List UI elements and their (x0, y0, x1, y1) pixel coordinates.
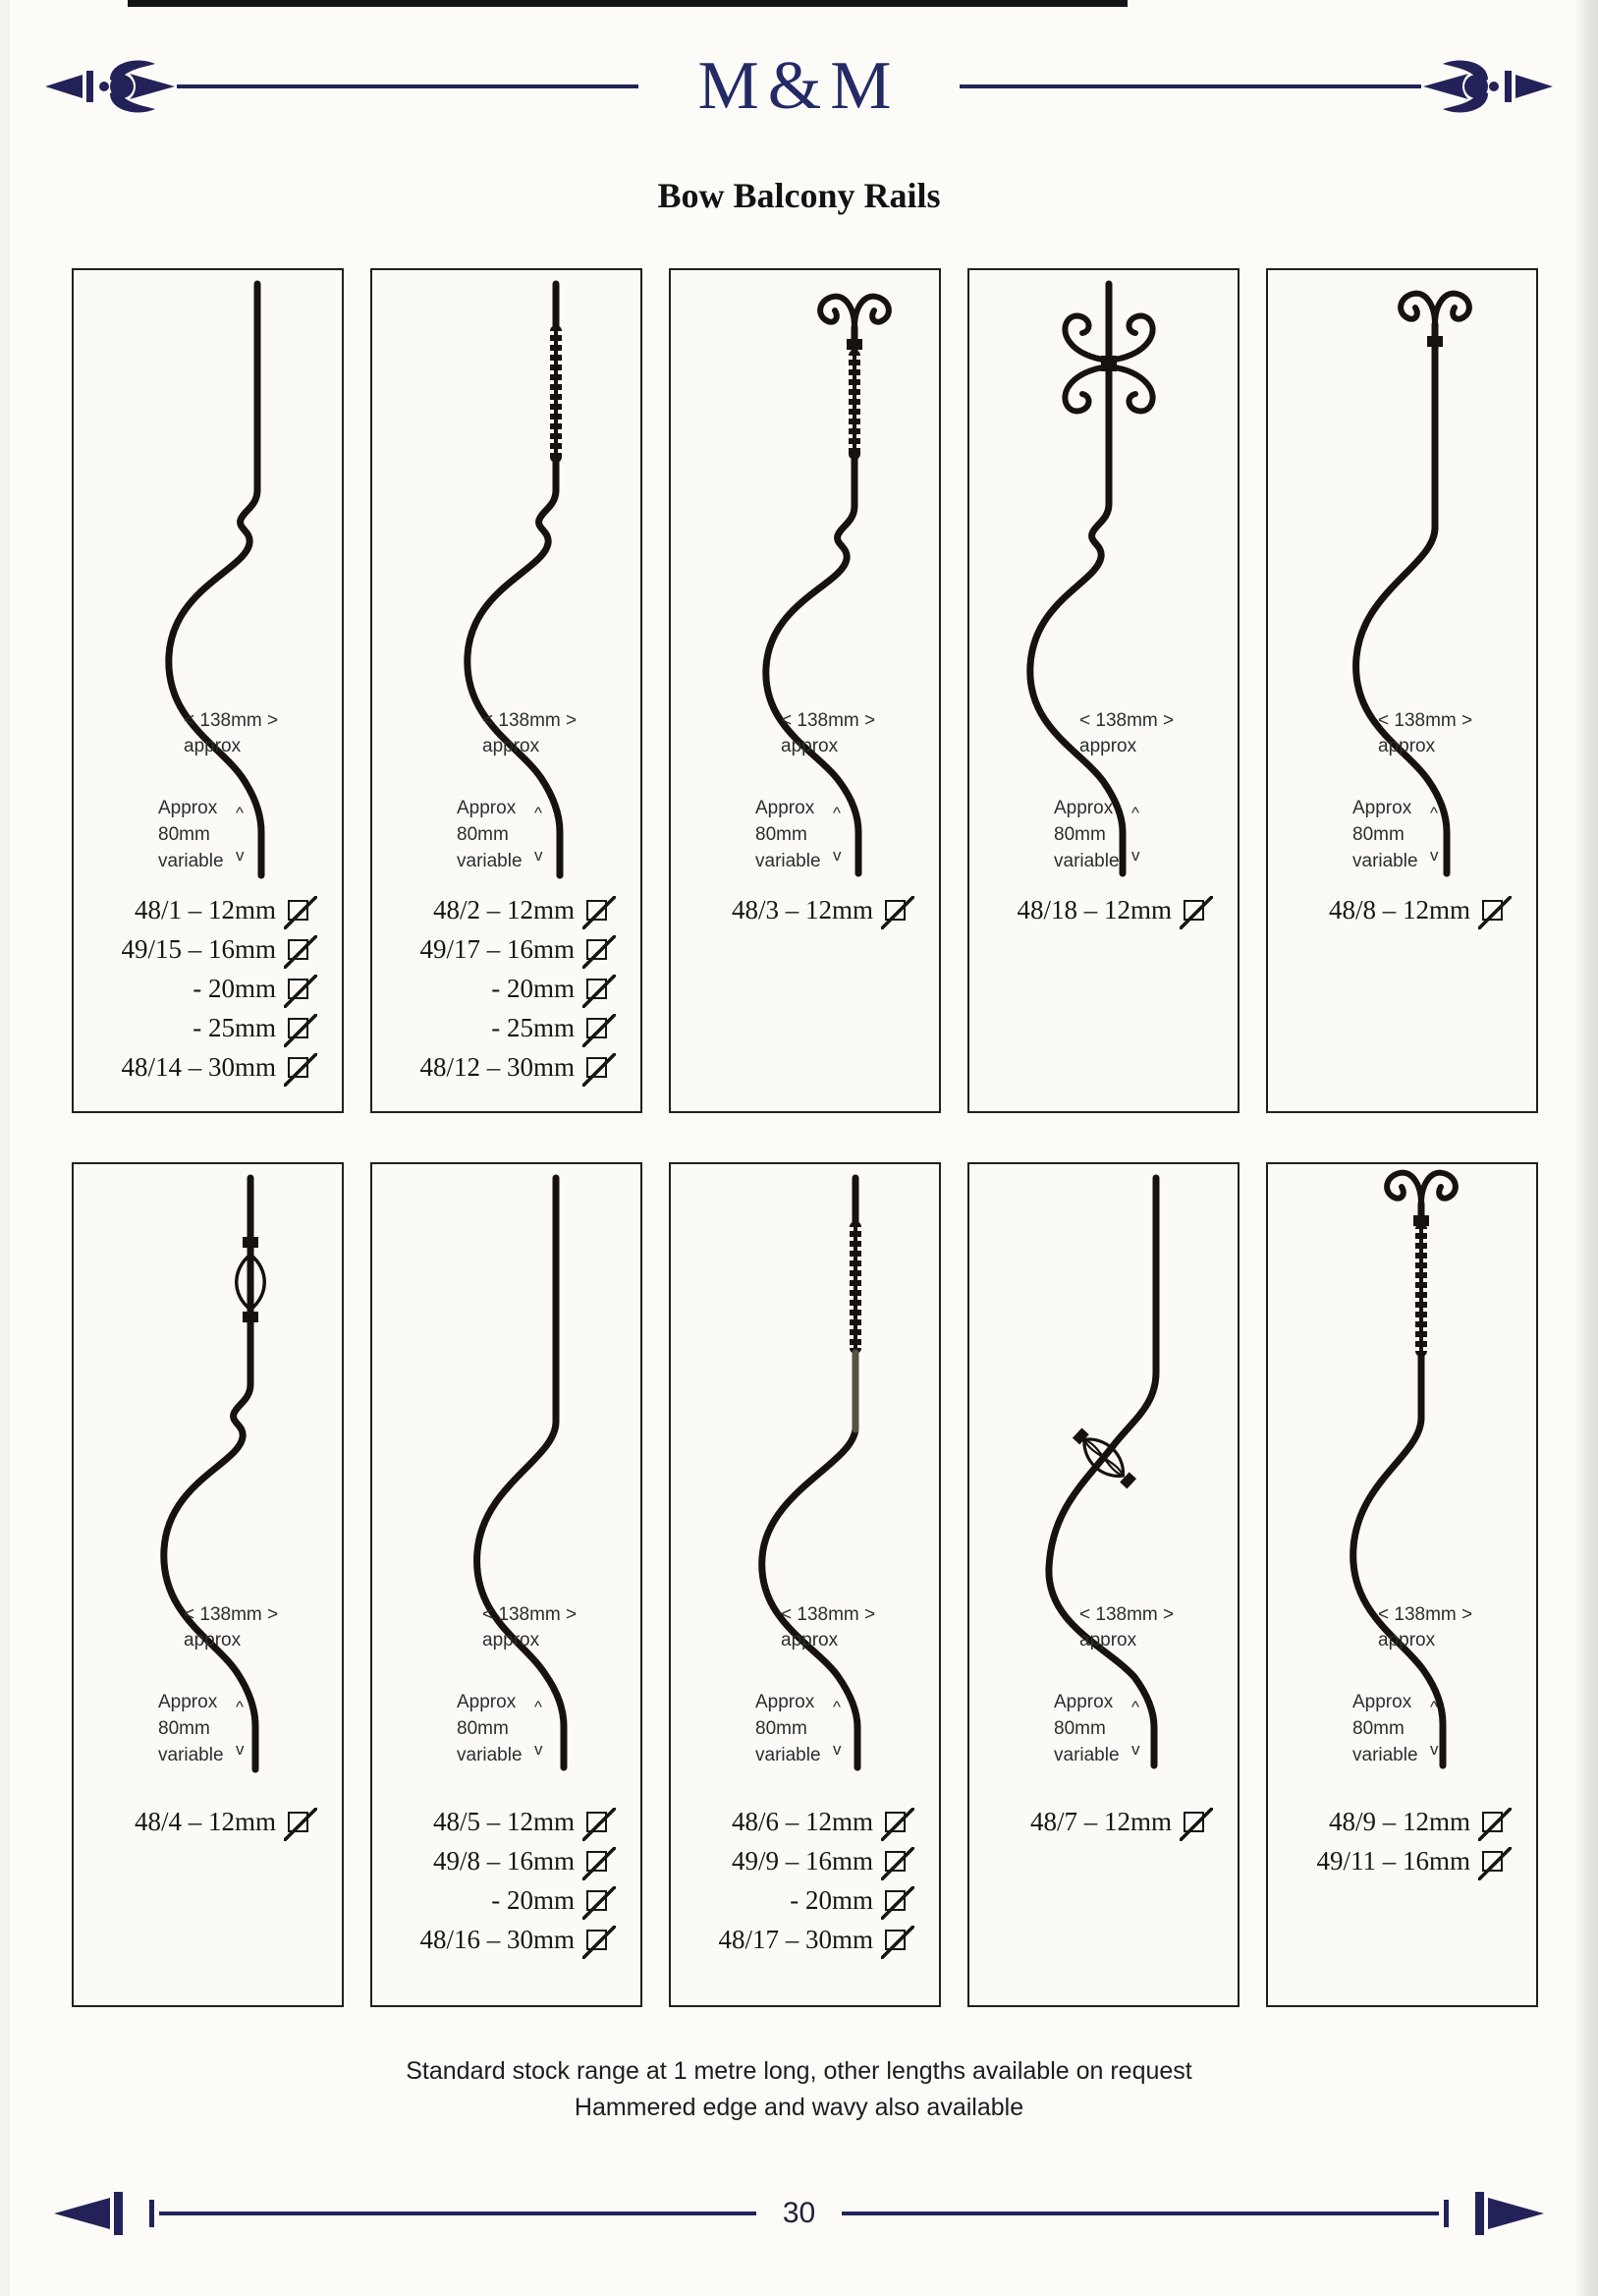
product-code: - 25mm (491, 1013, 575, 1042)
bottom-dim-value: 80mm (1352, 1718, 1405, 1739)
rail-drawing (671, 270, 939, 879)
code-row (979, 895, 1230, 925)
bow-width-approx: approx (1378, 1630, 1436, 1651)
rail-path (1030, 284, 1123, 873)
bottom-dim-word-variable: variable (1054, 1745, 1120, 1765)
caret-up-icon: ^ (1131, 1698, 1139, 1716)
product-codes (83, 1807, 334, 1837)
rail-path (1065, 316, 1109, 361)
square-diameter-icon (288, 900, 308, 921)
bottom-dim-word-approx: Approx (1352, 798, 1412, 818)
bottom-length-dimension (1352, 1689, 1418, 1768)
product-code: - 25mm (193, 1013, 276, 1042)
bottom-dim-word-variable: variable (457, 851, 523, 871)
product-code: 48/14 – 30mm (121, 1052, 276, 1082)
product-code: 49/17 – 16mm (419, 934, 575, 964)
rail-path (169, 284, 261, 875)
product-code: 48/4 – 12mm (134, 1807, 276, 1836)
caret-down-icon: v (1430, 846, 1439, 865)
bottom-dim-word-approx: Approx (158, 1692, 218, 1712)
bottom-length-dimension (1054, 1689, 1120, 1768)
code-row (382, 1925, 633, 1955)
bottom-dim-word-variable: variable (755, 1745, 821, 1765)
bottom-length-dimension (755, 1689, 821, 1768)
code-row (382, 1013, 633, 1043)
bow-width-dimension (184, 1602, 278, 1653)
bottom-dim-value: 80mm (158, 824, 210, 845)
product-code: 48/17 – 30mm (718, 1925, 873, 1954)
square-diameter-icon (885, 1851, 906, 1872)
code-row (382, 1846, 633, 1876)
bow-width-approx: approx (482, 1630, 540, 1651)
square-diameter-icon (1482, 1812, 1503, 1832)
product-code: 49/9 – 16mm (731, 1846, 873, 1876)
square-diameter-icon (586, 1890, 607, 1911)
product-code: 48/12 – 30mm (419, 1052, 575, 1082)
product-code: - 20mm (491, 1885, 575, 1915)
product-codes (382, 895, 633, 1083)
product-codes (83, 895, 334, 1083)
bow-width-approx: approx (1079, 1630, 1137, 1651)
rail-path (820, 297, 854, 327)
panel-row-2 (72, 1162, 1538, 2007)
rail-drawing (969, 270, 1238, 879)
product-codes (979, 1807, 1230, 1837)
product-panel-48-1 (72, 268, 344, 1113)
product-panel-48-5 (370, 1162, 642, 2007)
rail-path (1427, 336, 1443, 347)
bow-width-dimension (1079, 708, 1174, 759)
caret-up-icon: ^ (1430, 1698, 1438, 1716)
square-diameter-icon (1184, 1812, 1204, 1832)
bottom-dim-word-approx: Approx (1054, 1692, 1114, 1712)
square-diameter-icon (1184, 900, 1204, 921)
rail-path (766, 327, 858, 873)
product-code: 48/7 – 12mm (1029, 1807, 1172, 1836)
bow-width-value: < 138mm > (482, 1604, 578, 1625)
rail-path (1109, 366, 1153, 411)
square-diameter-icon (885, 1930, 906, 1950)
rail-path (1353, 1204, 1443, 1765)
bow-width-dimension (781, 708, 875, 759)
product-code: - 20mm (491, 974, 575, 1003)
header-ornament-rule (0, 54, 1598, 123)
product-code: 48/9 – 12mm (1328, 1807, 1470, 1836)
caret-down-icon: v (833, 846, 842, 865)
caret-up-icon: ^ (1430, 804, 1438, 822)
bow-width-value: < 138mm > (1378, 1604, 1473, 1625)
rail-drawing (1268, 270, 1536, 879)
panel-row-1 (72, 268, 1538, 1113)
rail-drawing (969, 1164, 1238, 1773)
product-panel-48-2 (370, 268, 642, 1113)
product-code: 49/11 – 16mm (1316, 1846, 1470, 1876)
caret-down-icon: v (1131, 1740, 1140, 1759)
bow-width-approx: approx (482, 736, 540, 756)
code-row (382, 895, 633, 925)
product-code: 48/1 – 12mm (134, 895, 276, 924)
bow-width-dimension (781, 1602, 875, 1653)
bow-width-dimension (482, 708, 577, 759)
page-left-edge-shadow (0, 0, 10, 2296)
product-panel-48-7 (967, 1162, 1240, 2007)
caret-down-icon: v (833, 1740, 842, 1759)
bow-width-value: < 138mm > (1079, 710, 1175, 731)
code-row (1278, 895, 1528, 925)
bow-width-value: < 138mm > (1079, 1604, 1175, 1625)
square-diameter-icon (288, 939, 308, 960)
bottom-length-dimension (158, 795, 224, 874)
caret-down-icon: v (236, 1740, 245, 1759)
product-codes (979, 895, 1230, 925)
bow-width-dimension (482, 1602, 577, 1653)
product-code: 48/18 – 12mm (1017, 895, 1172, 924)
bow-width-value: < 138mm > (184, 710, 279, 731)
bottom-dim-word-approx: Approx (1352, 1692, 1412, 1712)
bottom-dim-word-variable: variable (755, 851, 821, 871)
caret-down-icon: v (534, 1740, 543, 1759)
bow-width-dimension (184, 708, 278, 759)
bottom-dim-word-variable: variable (158, 1745, 224, 1765)
bottom-dim-value: 80mm (158, 1718, 210, 1739)
rail-path (854, 297, 889, 327)
square-diameter-icon (586, 1057, 607, 1078)
bow-width-value: < 138mm > (781, 710, 876, 731)
bottom-dim-value: 80mm (1352, 824, 1405, 845)
rail-drawing (372, 1164, 640, 1773)
rail-path (1109, 316, 1153, 361)
rail-drawing (1268, 1164, 1536, 1773)
bow-width-approx: approx (184, 736, 242, 756)
square-diameter-icon (885, 900, 906, 921)
product-code: 48/2 – 12mm (432, 895, 575, 924)
square-diameter-icon (586, 1812, 607, 1832)
product-code: 48/3 – 12mm (731, 895, 873, 924)
product-code: 48/16 – 30mm (419, 1925, 575, 1954)
square-diameter-icon (288, 1057, 308, 1078)
caret-up-icon: ^ (833, 804, 841, 822)
bottom-dim-word-approx: Approx (755, 798, 815, 818)
rail-path (1356, 324, 1447, 873)
product-code: 49/8 – 16mm (432, 1846, 575, 1876)
bottom-dim-value: 80mm (1054, 1718, 1106, 1739)
rail-path (243, 1237, 258, 1248)
caret-up-icon: ^ (833, 1698, 841, 1716)
bottom-dim-word-variable: variable (457, 1745, 523, 1765)
code-row (382, 974, 633, 1004)
caret-up-icon: ^ (534, 804, 542, 822)
square-diameter-icon (885, 1812, 906, 1832)
product-code: - 20mm (193, 974, 276, 1003)
scan-top-artifact (128, 0, 1128, 7)
page-title: Bow Balcony Rails (657, 176, 941, 215)
code-row (1278, 1807, 1528, 1837)
bottom-length-dimension (755, 795, 821, 874)
rail-path (468, 284, 560, 875)
bottom-length-dimension (457, 795, 523, 874)
caret-down-icon: v (1131, 846, 1140, 865)
product-codes (681, 1807, 931, 1955)
square-diameter-icon (586, 979, 607, 999)
bottom-dim-word-variable: variable (1054, 851, 1120, 871)
product-code: 48/5 – 12mm (432, 1807, 575, 1836)
caret-up-icon: ^ (236, 804, 244, 822)
code-row (382, 1807, 633, 1837)
bow-width-dimension (1378, 1602, 1472, 1653)
square-diameter-icon (1482, 900, 1503, 921)
bow-width-approx: approx (781, 1630, 839, 1651)
code-row (83, 1807, 334, 1837)
square-diameter-icon (885, 1890, 906, 1911)
code-row (979, 1807, 1230, 1837)
code-row (681, 1885, 931, 1916)
bottom-dim-value: 80mm (457, 824, 509, 845)
square-diameter-icon (288, 1812, 308, 1832)
caret-up-icon: ^ (236, 1698, 244, 1716)
bow-width-value: < 138mm > (781, 1604, 876, 1625)
square-diameter-icon (1482, 1851, 1503, 1872)
bow-width-approx: approx (1378, 736, 1436, 756)
rail-drawing (74, 1164, 342, 1773)
bottom-dim-word-variable: variable (158, 851, 224, 871)
code-row (1278, 1846, 1528, 1876)
bow-width-approx: approx (1079, 736, 1137, 756)
bow-width-value: < 138mm > (184, 1604, 279, 1625)
bottom-dim-value: 80mm (1054, 824, 1106, 845)
code-row (681, 1846, 931, 1876)
bottom-dim-word-variable: variable (1352, 851, 1418, 871)
rail-drawing (74, 270, 342, 879)
bow-width-value: < 138mm > (482, 710, 578, 731)
bottom-dim-value: 80mm (457, 1718, 509, 1739)
bow-width-approx: approx (184, 1630, 242, 1651)
rail-path (1421, 1173, 1456, 1204)
caret-down-icon: v (236, 846, 245, 865)
product-codes (1278, 1807, 1528, 1876)
header-right-arrow-ornament (960, 61, 1553, 113)
caret-down-icon: v (1430, 1740, 1439, 1759)
bottom-length-dimension (1352, 795, 1418, 874)
bottom-dim-word-variable: variable (1352, 1745, 1418, 1765)
code-row (681, 1925, 931, 1955)
brand-title: M&M (697, 48, 901, 124)
bottom-dim-word-approx: Approx (755, 1692, 815, 1712)
rail-drawing (372, 270, 640, 879)
bow-width-approx: approx (781, 736, 839, 756)
code-row (83, 974, 334, 1004)
bottom-dim-value: 80mm (755, 824, 807, 845)
bottom-dim-word-approx: Approx (1054, 798, 1114, 818)
code-row (83, 895, 334, 925)
product-codes (382, 1807, 633, 1955)
square-diameter-icon (586, 1851, 607, 1872)
code-row (681, 895, 931, 925)
rail-path (1435, 294, 1469, 324)
rail-drawing (671, 1164, 939, 1773)
rail-path (847, 339, 862, 350)
product-panel-48-8 (1266, 268, 1538, 1113)
caret-up-icon: ^ (1131, 804, 1139, 822)
square-diameter-icon (288, 1018, 308, 1038)
stock-note (0, 2053, 1598, 2126)
code-row (382, 934, 633, 965)
rail-path (1401, 294, 1435, 324)
bow-width-dimension (1378, 708, 1472, 759)
code-row (83, 934, 334, 965)
square-diameter-icon (288, 979, 308, 999)
code-row (382, 1052, 633, 1083)
bottom-dim-word-approx: Approx (457, 1692, 517, 1712)
bottom-length-dimension (158, 1689, 224, 1768)
product-panel-48-3 (669, 268, 941, 1113)
bottom-length-dimension (457, 1689, 523, 1768)
rail-path (1065, 366, 1109, 411)
header-left-arrow-ornament (45, 61, 638, 113)
square-diameter-icon (586, 1930, 607, 1950)
square-diameter-icon (586, 900, 607, 921)
code-row (382, 1885, 633, 1916)
product-code: 49/15 – 16mm (121, 934, 276, 964)
product-code: 48/8 – 12mm (1328, 895, 1470, 924)
code-row (83, 1013, 334, 1043)
bow-width-value: < 138mm > (1378, 710, 1473, 731)
product-panel-48-6 (669, 1162, 941, 2007)
rail-path (1387, 1173, 1421, 1204)
product-codes (681, 895, 931, 925)
caret-up-icon: ^ (534, 1698, 542, 1716)
page-number: 30 (782, 2197, 816, 2229)
product-panel-48-4 (72, 1162, 344, 2007)
rail-path (243, 1312, 258, 1322)
product-panel-48-18 (967, 268, 1240, 1113)
bow-width-dimension (1079, 1602, 1174, 1653)
square-diameter-icon (586, 1018, 607, 1038)
rail-path (477, 1178, 564, 1767)
bottom-dim-value: 80mm (755, 1718, 807, 1739)
product-panel-48-9 (1266, 1162, 1538, 2007)
stock-note-line2: Hammered edge and wavy also available (574, 2094, 1024, 2121)
product-codes (1278, 895, 1528, 925)
code-row (681, 1807, 931, 1837)
rail-path (762, 1178, 857, 1767)
product-code: - 20mm (790, 1885, 873, 1915)
page-right-edge-shadow (1574, 0, 1598, 2296)
square-diameter-icon (586, 939, 607, 960)
bottom-length-dimension (1054, 795, 1120, 874)
bottom-dim-word-approx: Approx (158, 798, 218, 818)
code-row (83, 1052, 334, 1083)
bottom-dim-word-approx: Approx (457, 798, 517, 818)
caret-down-icon: v (534, 846, 543, 865)
product-code: 48/6 – 12mm (731, 1807, 873, 1836)
rail-path (1101, 356, 1117, 371)
stock-note-line1: Standard stock range at 1 metre long, other lengths available on request (406, 2057, 1192, 2085)
